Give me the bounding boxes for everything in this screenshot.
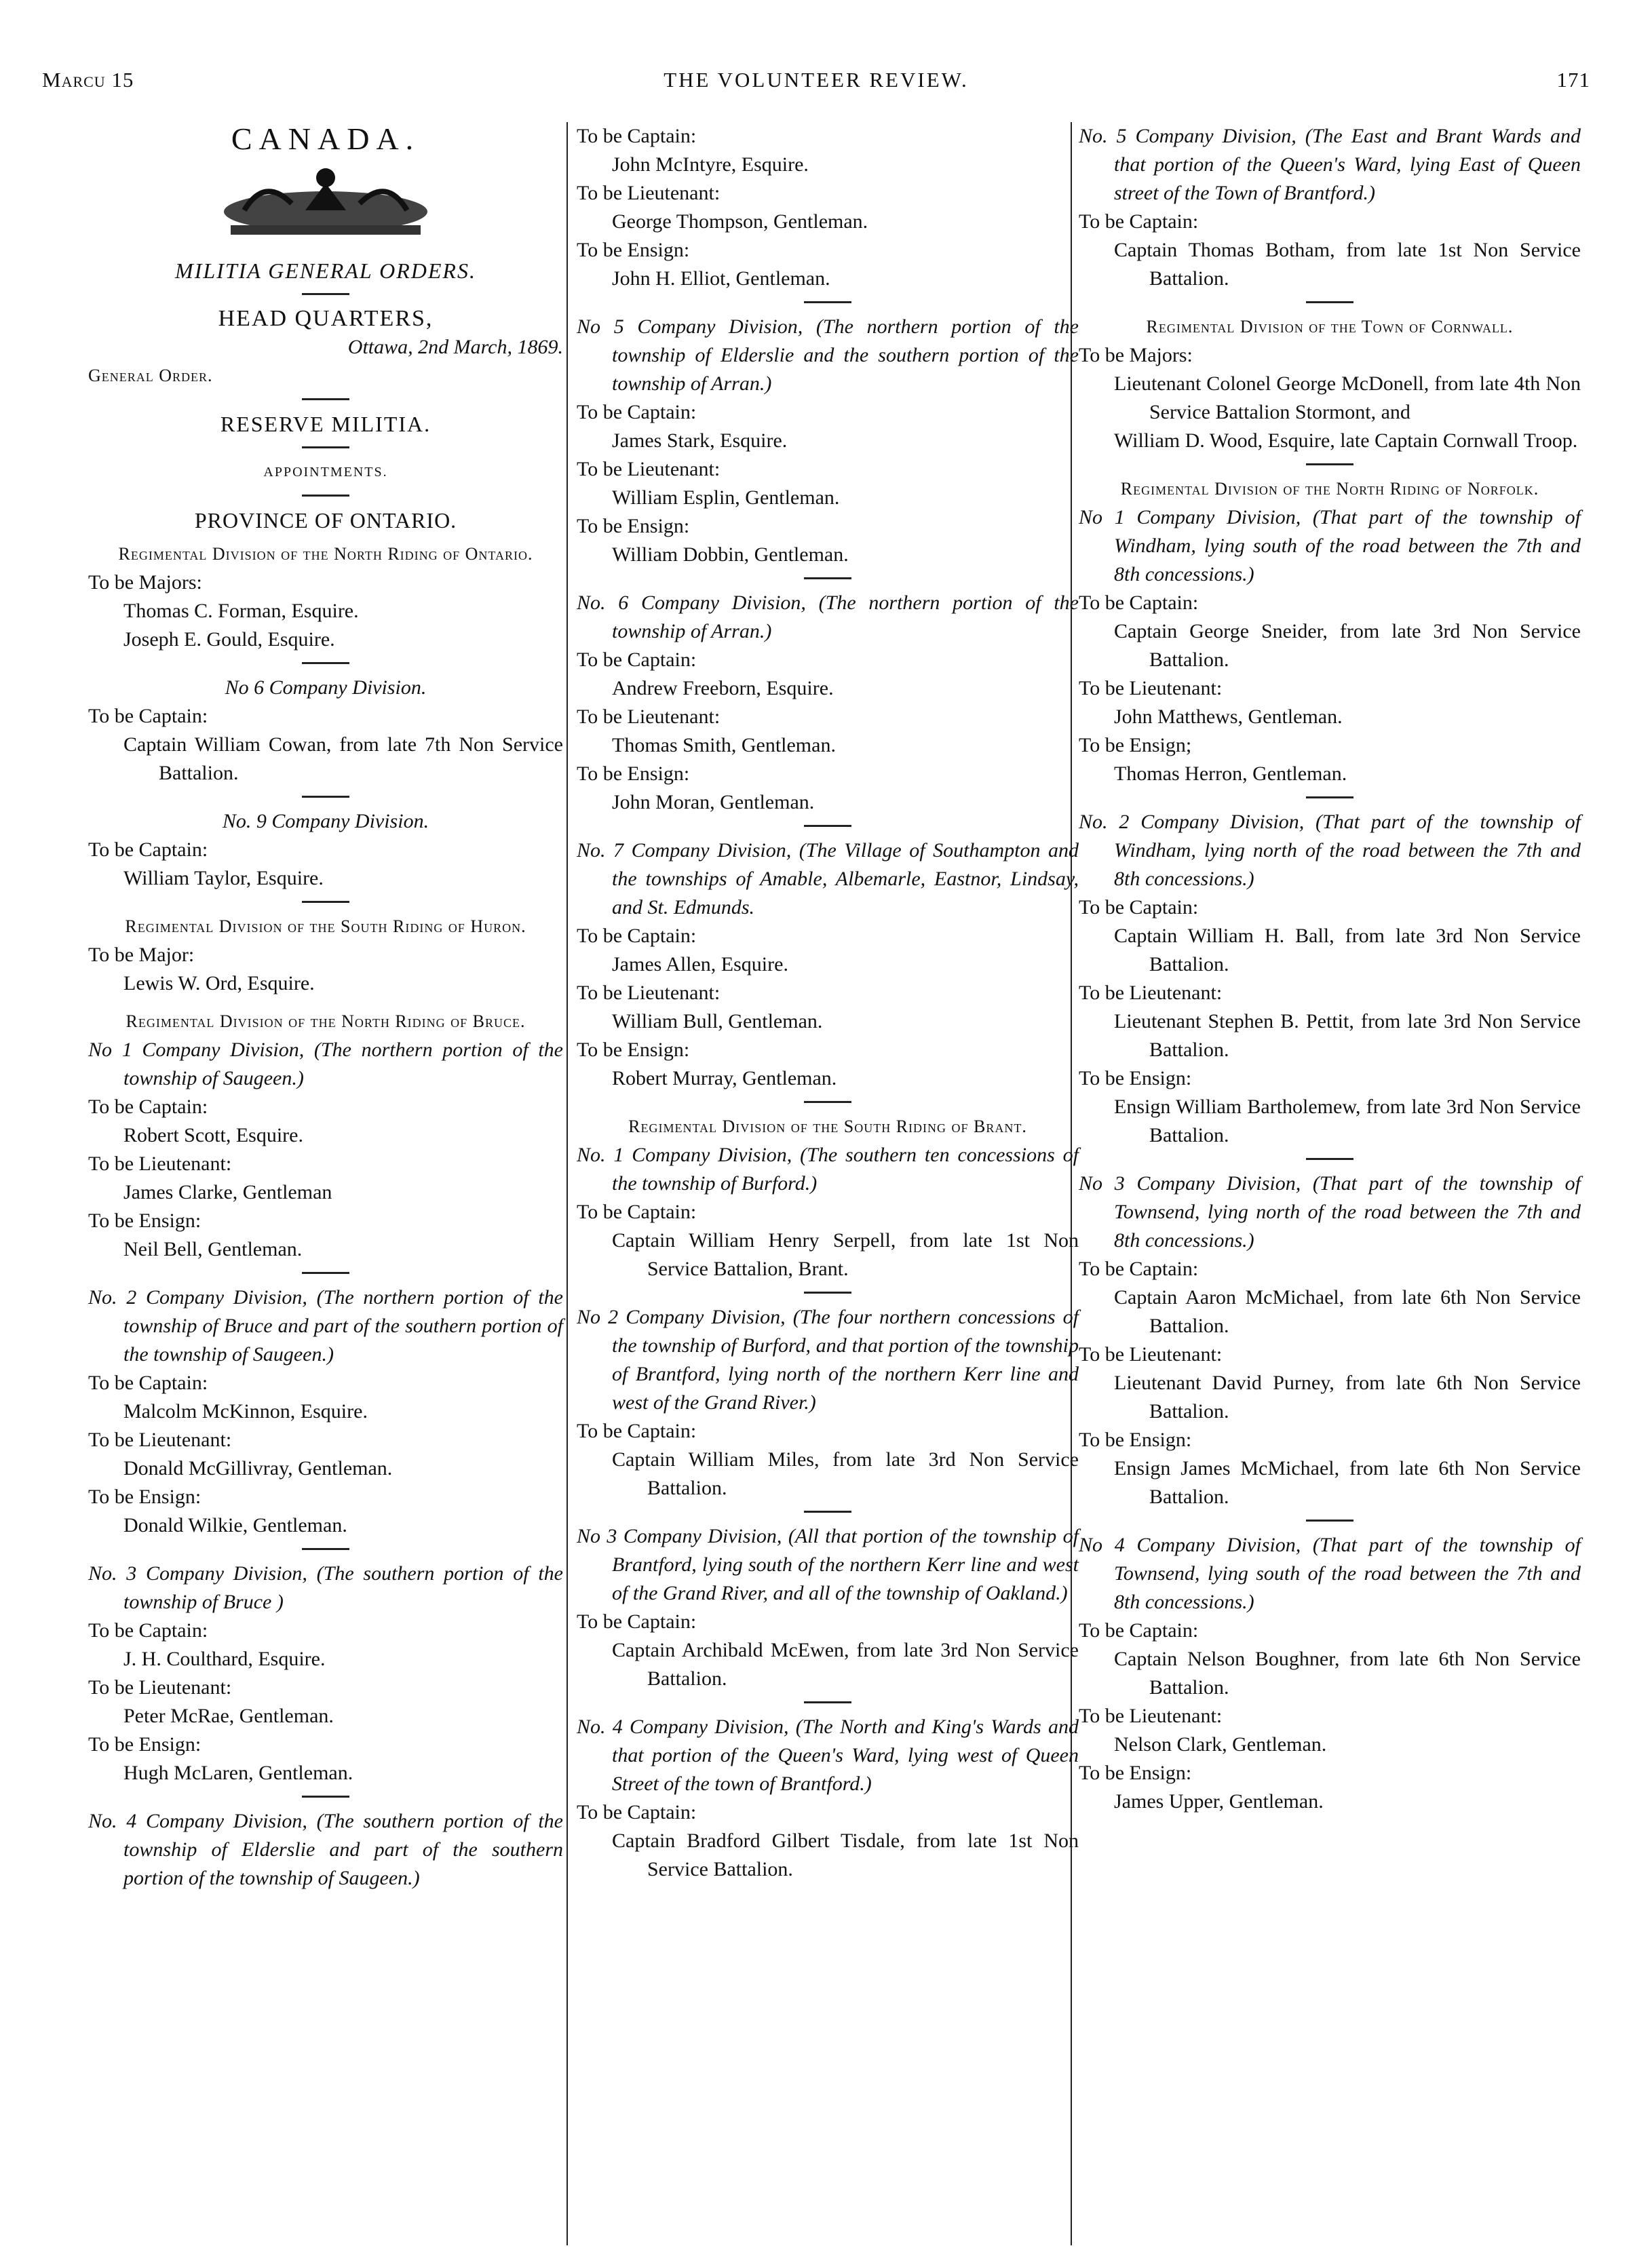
divider	[302, 1548, 349, 1550]
appointee: Peter McRae, Gentleman.	[123, 1705, 334, 1727]
company-division-description: No. 5 Company Division, (The East and Brant Wards and that portion of the Queen's Ward, lying East of Queen street of the Town of Brantford.)	[1079, 125, 1581, 204]
rank-label: To be Captain:	[577, 649, 697, 671]
divider	[1306, 1158, 1353, 1160]
rank-label: To be Captain:	[577, 925, 697, 947]
rank-label: To be Captain:	[1079, 210, 1199, 233]
appointee: John H. Elliot, Gentleman.	[612, 267, 830, 290]
appointee: Ensign William Bartholemew, from late 3rd Non Service Battalion.	[1114, 1096, 1581, 1146]
appointee: Captain Aaron McMichael, from late 6th Non Service Battalion.	[1114, 1286, 1581, 1337]
appointee: Captain William Cowan, from late 7th Non Service Battalion.	[123, 733, 563, 784]
regimental-division-heading: Regimental Division of the North Riding of Norfolk.	[1120, 479, 1539, 499]
appointee: Joseph E. Gould, Esquire.	[123, 628, 335, 651]
regimental-division-heading: Regimental Division of the North Riding of Bruce.	[126, 1011, 526, 1031]
regimental-division-heading: Regimental Division of the South Riding of Brant.	[628, 1117, 1027, 1136]
appointee: William Bull, Gentleman.	[612, 1010, 823, 1032]
company-division-description: No 1 Company Division, (That part of the township of Windham, lying south of the road between the 7th and 8th concessions.)	[1079, 506, 1581, 585]
regimental-division-heading: Regimental Division of the North Riding of Ontario.	[118, 544, 533, 564]
rank-label: To be Ensign:	[88, 1733, 201, 1756]
rank-label: To be Captain:	[577, 1801, 697, 1823]
rank-label: To be Ensign:	[1079, 1429, 1192, 1451]
divider	[804, 1292, 851, 1294]
appointee: Robert Scott, Esquire.	[123, 1124, 303, 1146]
rank-label: To be Lieutenant:	[577, 182, 721, 204]
appointee: James Allen, Esquire.	[612, 953, 788, 975]
issue-date: Marcu 15	[42, 68, 134, 92]
rank-label: To be Majors:	[88, 571, 202, 594]
appointee: Captain William H. Ball, from late 3rd Non Service Battalion.	[1114, 925, 1581, 975]
appointments-heading: APPOINTMENTS.	[263, 465, 388, 480]
appointee: Captain Archibald McEwen, from late 3rd Non Service Battalion.	[612, 1639, 1079, 1690]
rank-label: To be Ensign:	[577, 1039, 690, 1061]
column-rule	[566, 122, 568, 2245]
rank-label: To be Ensign:	[577, 239, 690, 261]
rank-label: To be Majors:	[1079, 344, 1193, 366]
rank-label: To be Lieutenant:	[88, 1153, 232, 1175]
appointee: Lieutenant Colonel George McDonell, from late 4th Non Service Battalion Stormont, and	[1114, 372, 1581, 423]
divider	[804, 825, 851, 827]
appointee: William D. Wood, Esquire, late Captain Cornwall Troop.	[1114, 429, 1578, 452]
rank-label: To be Lieutenant:	[1079, 677, 1223, 699]
rank-label: To be Captain:	[577, 1610, 697, 1633]
company-division-description: No. 1 Company Division, (The southern ten concessions of the township of Burford.)	[577, 1144, 1079, 1195]
appointee: Lieutenant David Purney, from late 6th Non Service Battalion.	[1114, 1372, 1581, 1423]
rank-label: To be Lieutenant:	[577, 705, 721, 728]
appointee: William Dobbin, Gentleman.	[612, 543, 849, 566]
rank-label: To be Captain:	[88, 1619, 208, 1642]
appointee: Captain William Miles, from late 3rd Non Service Battalion.	[612, 1448, 1079, 1499]
company-division-heading: No. 9 Company Division.	[222, 810, 429, 832]
divider	[302, 293, 349, 295]
appointee: James Clarke, Gentleman	[123, 1181, 332, 1203]
company-division-description: No 3 Company Division, (All that portion of the township of Brantford, lying south of the northern Kerr line and west of the Grand River, and all of the township of Oakland.)	[577, 1525, 1079, 1604]
company-division-description: No. 4 Company Division, (The southern portion of the township of Elderslie and part of the southern portion of the township of Saugeen.)	[88, 1810, 563, 1889]
rank-label: To be Lieutenant:	[1079, 982, 1223, 1004]
appointee: Neil Bell, Gentleman.	[123, 1238, 303, 1260]
appointee: Hugh McLaren, Gentleman.	[123, 1762, 353, 1784]
rank-label: To be Ensign:	[577, 762, 690, 785]
rank-label: To be Ensign:	[1079, 1762, 1192, 1784]
company-division-description: No. 2 Company Division, (The northern portion of the township of Bruce and part of the southern portion of the township of Saugeen.)	[88, 1286, 563, 1366]
rank-label: To be Captain:	[1079, 896, 1199, 918]
appointee: John Matthews, Gentleman.	[1114, 705, 1343, 728]
rank-label: To be Captain:	[1079, 1619, 1199, 1642]
hq-heading: HEAD QUARTERS,	[218, 306, 434, 331]
appointee: Thomas Herron, Gentleman.	[1114, 762, 1347, 785]
divider	[1306, 796, 1353, 798]
appointee: Captain Bradford Gilbert Tisdale, from late 1st Non Service Battalion.	[612, 1830, 1079, 1880]
company-division-description: No 3 Company Division, (That part of the township of Townsend, lying north of the road between the 7th and 8th concessions.)	[1079, 1172, 1581, 1252]
royal-arms-crest-icon	[204, 163, 448, 244]
province-heading: PROVINCE OF ONTARIO.	[194, 508, 457, 533]
divider	[804, 1101, 851, 1103]
publication-title: THE VOLUNTEER REVIEW.	[664, 68, 969, 92]
appointee: Nelson Clark, Gentleman.	[1114, 1733, 1327, 1756]
rank-label: To be Ensign:	[88, 1210, 201, 1232]
rank-label: To be Captain:	[1079, 592, 1199, 614]
dateline: Ottawa, 2nd March, 1869.	[347, 336, 563, 358]
rank-label: To be Captain:	[88, 1372, 208, 1394]
rank-label: To be Captain:	[577, 1420, 697, 1442]
country-heading: CANADA.	[231, 121, 421, 156]
divider	[1306, 1520, 1353, 1522]
appointee: Thomas Smith, Gentleman.	[612, 734, 836, 756]
appointee: Malcolm McKinnon, Esquire.	[123, 1400, 368, 1423]
column-1	[88, 122, 563, 1893]
column-3	[1079, 122, 1581, 1816]
rank-label: To be Lieutenant:	[88, 1676, 232, 1699]
rank-label: To be Captain:	[1079, 1258, 1199, 1280]
appointee: John Moran, Gentleman.	[612, 791, 815, 813]
rank-label: To be Lieutenant:	[88, 1429, 232, 1451]
divider	[302, 446, 349, 448]
section-heading: MILITIA GENERAL ORDERS.	[175, 258, 476, 283]
company-division-description: No. 2 Company Division, (That part of the township of Windham, lying north of the road between the 7th and 8th concessions.)	[1079, 811, 1581, 890]
company-division-description: No 1 Company Division, (The northern portion of the township of Saugeen.)	[88, 1039, 563, 1089]
rank-label: To be Captain:	[577, 125, 697, 147]
divider	[302, 662, 349, 664]
rank-label: To be Ensign:	[577, 515, 690, 537]
company-division-description: No. 6 Company Division, (The northern portion of the township of Arran.)	[577, 592, 1079, 642]
appointee: James Upper, Gentleman.	[1114, 1790, 1324, 1813]
appointee: Lieutenant Stephen B. Pettit, from late 3rd Non Service Battalion.	[1114, 1010, 1581, 1061]
regimental-division-heading: Regimental Division of the Town of Cornwall.	[1146, 317, 1514, 336]
rank-label: To be Captain:	[88, 838, 208, 861]
divider	[804, 1511, 851, 1513]
appointee: Donald McGillivray, Gentleman.	[123, 1457, 393, 1479]
company-division-description: No 4 Company Division, (That part of the township of Townsend, lying south of the road between the 7th and 8th concessions.)	[1079, 1534, 1581, 1613]
divider	[804, 577, 851, 579]
regimental-division-heading: Regimental Division of the South Riding of Huron.	[125, 916, 526, 936]
divider	[804, 1701, 851, 1703]
appointee: Donald Wilkie, Gentleman.	[123, 1514, 347, 1536]
rank-label: To be Lieutenant:	[1079, 1705, 1223, 1727]
divider	[804, 301, 851, 303]
appointee: Ensign James McMichael, from late 6th Non Service Battalion.	[1114, 1457, 1581, 1508]
divider	[302, 398, 349, 400]
appointee: J. H. Coulthard, Esquire.	[123, 1648, 326, 1670]
rank-label: To be Lieutenant:	[1079, 1343, 1223, 1366]
appointee: George Thompson, Gentleman.	[612, 210, 868, 233]
rank-label: To be Ensign;	[1079, 734, 1192, 756]
rank-label: To be Ensign:	[1079, 1067, 1192, 1089]
rank-label: To be Captain:	[577, 1201, 697, 1223]
company-division-description: No 5 Company Division, (The northern portion of the township of Elderslie and the southern portion of the township of Arran.)	[577, 315, 1079, 395]
appointee: Captain George Sneider, from late 3rd Non Service Battalion.	[1114, 620, 1581, 671]
appointee: Lewis W. Ord, Esquire.	[123, 972, 315, 994]
rank-label: To be Captain:	[577, 401, 697, 423]
appointee: Captain William Henry Serpell, from late 1st Non Service Battalion, Brant.	[612, 1229, 1079, 1280]
appointee: Robert Murray, Gentleman.	[612, 1067, 837, 1089]
appointee: James Stark, Esquire.	[612, 429, 788, 452]
appointee: Captain Nelson Boughner, from late 6th Non Service Battalion.	[1114, 1648, 1581, 1699]
divider	[302, 1796, 349, 1798]
divider	[302, 796, 349, 798]
page-header	[42, 68, 1590, 109]
divider	[302, 1272, 349, 1274]
rank-label: To be Captain:	[88, 705, 208, 727]
appointee: William Esplin, Gentleman.	[612, 486, 840, 509]
appointee: Captain Thomas Botham, from late 1st Non Service Battalion.	[1114, 239, 1581, 290]
rank-label: To be Lieutenant:	[577, 982, 721, 1004]
company-division-description: No. 3 Company Division, (The southern portion of the township of Bruce )	[88, 1562, 563, 1613]
column-2	[577, 122, 1079, 1884]
order-label: General Order.	[88, 366, 213, 385]
rank-label: To be Major:	[88, 944, 195, 966]
appointee: John McIntyre, Esquire.	[612, 153, 809, 176]
rank-label: To be Captain:	[88, 1096, 208, 1118]
divider	[1306, 301, 1353, 303]
reserve-heading: RESERVE MILITIA.	[220, 412, 431, 436]
company-division-description: No. 4 Company Division, (The North and King's Wards and that portion of the Queen's Ward, lying west of Queen Street of the town of Brantford.)	[577, 1716, 1079, 1795]
divider	[302, 495, 349, 497]
divider	[302, 901, 349, 903]
rank-label: To be Ensign:	[88, 1486, 201, 1508]
rank-label: To be Lieutenant:	[577, 458, 721, 480]
page-number: 171	[1556, 68, 1590, 92]
divider	[1306, 463, 1353, 465]
appointee: Thomas C. Forman, Esquire.	[123, 600, 359, 622]
company-division-heading: No 6 Company Division.	[225, 676, 427, 699]
company-division-description: No 2 Company Division, (The four northern concessions of the township of Burford, and that portion of the township of Brantford, lying north of the northern Kerr line and west of the Grand River.)	[577, 1306, 1079, 1414]
appointee: Andrew Freeborn, Esquire.	[612, 677, 834, 699]
appointee: William Taylor, Esquire.	[123, 867, 324, 889]
company-division-description: No. 7 Company Division, (The Village of Southampton and the townships of Amable, Albemarle, Eastnor, Lindsay, and St. Edmunds.	[577, 839, 1079, 918]
